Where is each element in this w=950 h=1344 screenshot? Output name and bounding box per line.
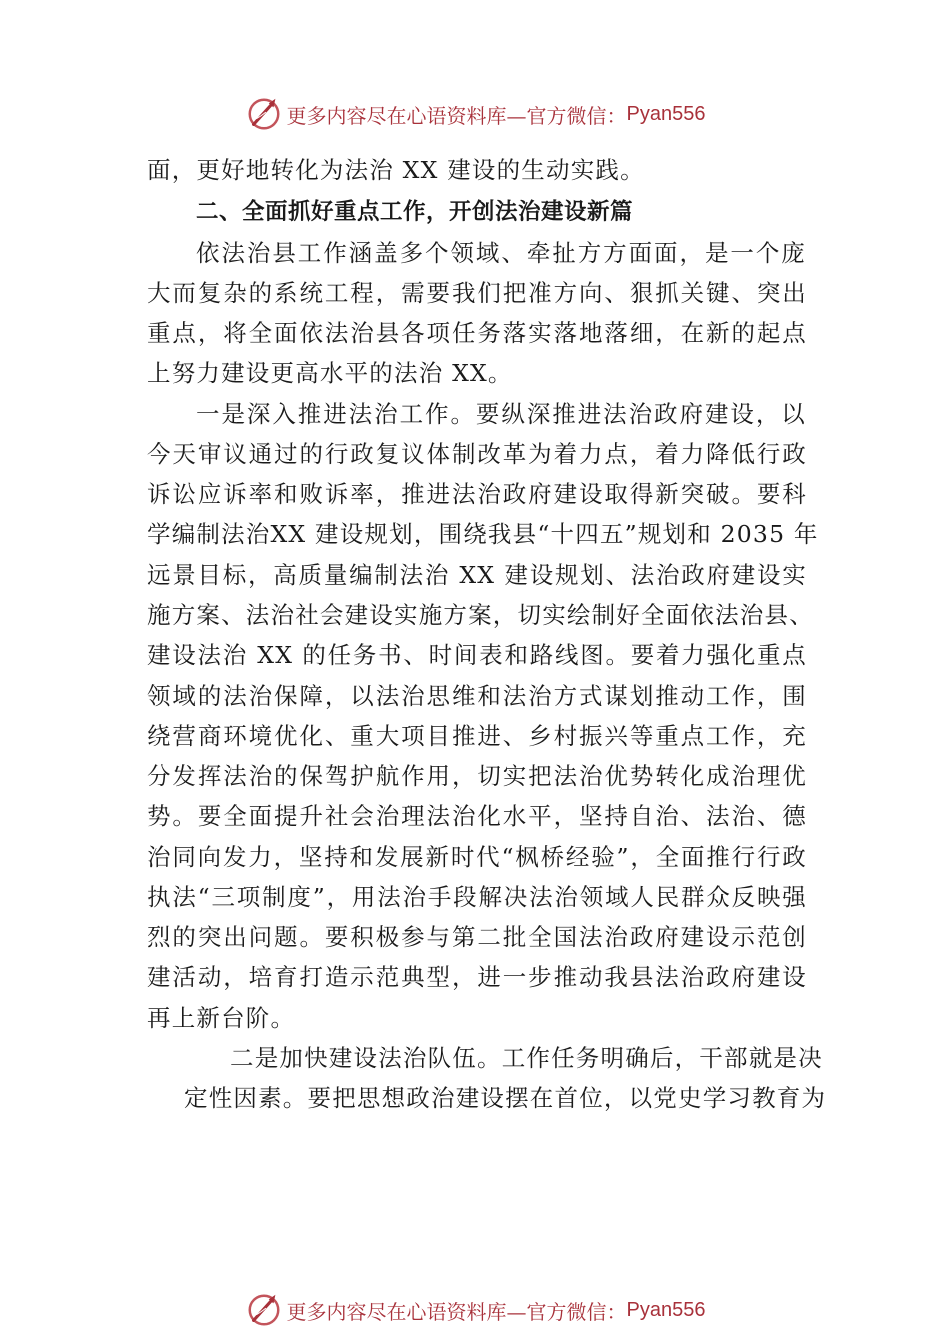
text-line: 领域的法治保障，以法治思维和法治方式谋划推动工作，围 (147, 682, 807, 710)
text-line: 依法治县工作涵盖多个领域、牵扯方方面面，是一个庞 (196, 239, 806, 267)
text-line: 定性因素。要把思想政治建设摆在首位，以党史学习教育为 (184, 1084, 827, 1112)
text-line: 重点，将全面依法治县各项任务落实落地落细，在新的起点 (147, 319, 807, 347)
text-line: 面，更好地转化为法治 XX 建设的生动实践。 (147, 156, 645, 184)
text-line: 再上新台阶。 (147, 1004, 296, 1032)
footer-wechat-id: Pyan556 (626, 1298, 706, 1321)
pen-logo-icon (245, 1291, 283, 1329)
header-wechat-id: Pyan556 (626, 102, 706, 125)
text-line: 一是深入推进法治工作。要纵深推进法治政府建设，以 (196, 400, 806, 428)
text-line: 诉讼应诉率和败诉率，推进法治政府建设取得新突破。要科 (147, 480, 807, 508)
footer-watermark (0, 1290, 950, 1330)
footer-slogan: 更多内容尽在心语资料库—官方微信： (286, 1299, 627, 1324)
text-line: 烈的突出问题。要积极参与第二批全国法治政府建设示范创 (147, 923, 807, 951)
text-line: 上努力建设更高水平的法治 XX。 (147, 359, 513, 387)
section-heading: 二、全面抓好重点工作，开创法治建设新篇 (196, 199, 634, 225)
text-line: 远景目标，高质量编制法治 XX 建设规划、法治政府建设实 (147, 561, 807, 589)
text-line: 分发挥法治的保驾护航作用，切实把法治优势转化成治理优 (147, 762, 807, 790)
text-line: 施方案、法治社会建设实施方案，切实绘制好全面依法治县、 (147, 601, 814, 629)
text-line: 今天审议通过的行政复议体制改革为着力点，着力降低行政 (147, 440, 807, 468)
text-line: 势。要全面提升社会治理法治化水平，坚持自治、法治、德 (147, 802, 807, 830)
header-slogan: 更多内容尽在心语资料库—官方微信： (286, 103, 627, 128)
text-line: 学编制法治XX 建设规划，围绕我县“十四五”规划和 2035 年 (147, 520, 819, 548)
text-line: 执法“三项制度”，用法治手段解决法治领域人民群众反映强 (147, 883, 807, 911)
text-line: 建活动，培育打造示范典型，进一步推动我县法治政府建设 (147, 963, 807, 991)
pen-logo-icon (245, 95, 283, 133)
text-line: 建设法治 XX 的任务书、时间表和路线图。要着力强化重点 (147, 641, 807, 669)
text-line: 二是加快建设法治队伍。工作任务明确后，干部就是决 (230, 1044, 823, 1072)
text-line: 绕营商环境优化、重大项目推进、乡村振兴等重点工作，充 (147, 722, 807, 750)
text-line: 治同向发力，坚持和发展新时代“枫桥经验”，全面推行行政 (147, 843, 807, 871)
text-line: 大而复杂的系统工程，需要我们把准方向、狠抓关键、突出 (147, 279, 807, 307)
header-watermark (0, 94, 950, 134)
